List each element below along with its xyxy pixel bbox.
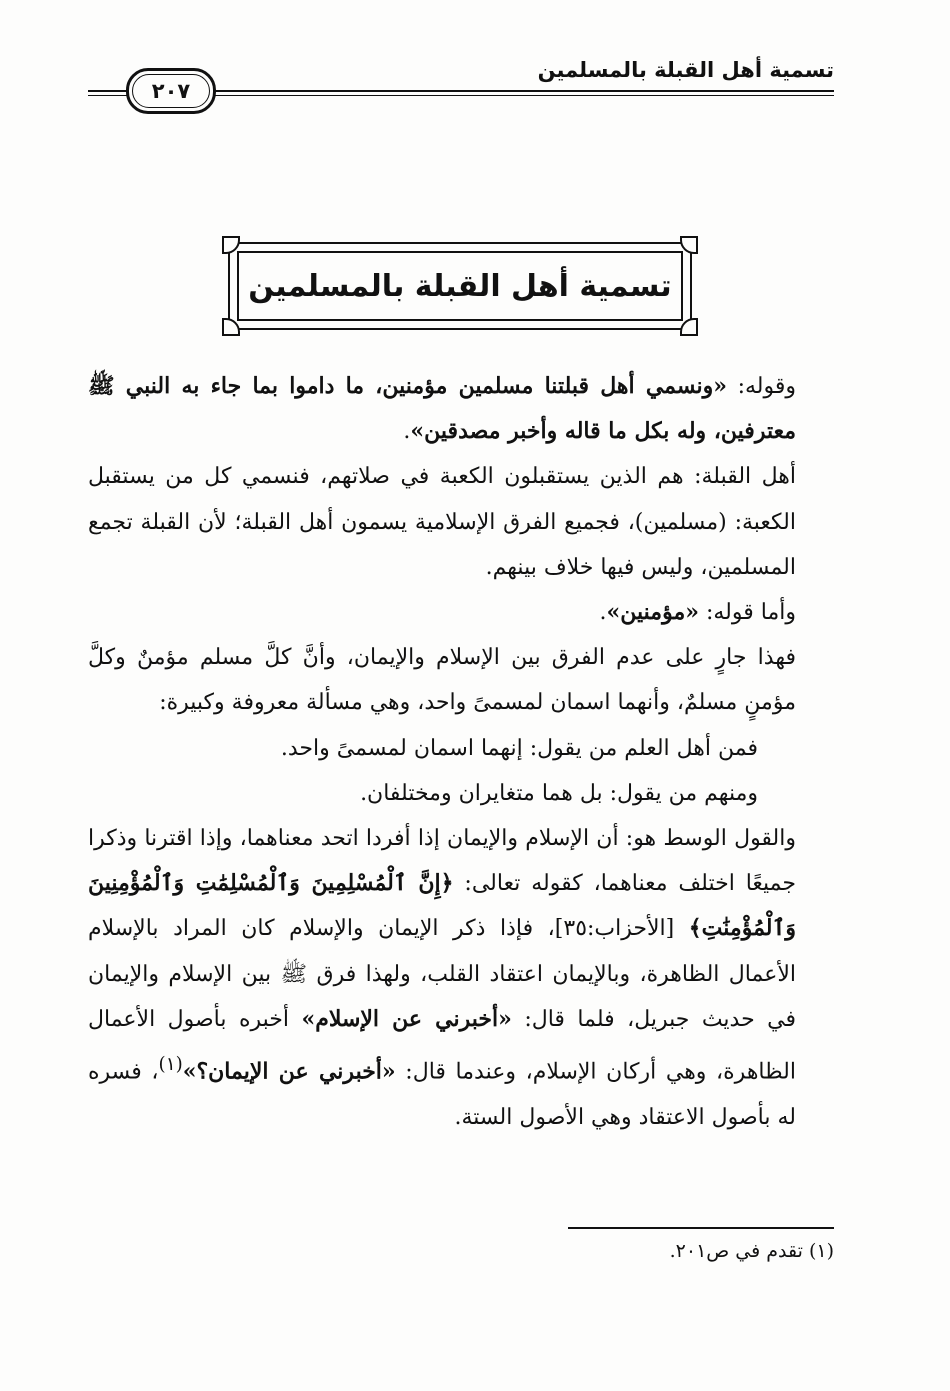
p7-part4: ، فسره له بأصول الاعتقاد وهي الأصول الستة. [88,1059,796,1130]
p7-quote2: «أخبرني عن الإيمان؟» [182,1058,396,1085]
paragraph-5: فمن أهل العلم من يقول: إنهما اسمان لمسمىً واحد. [280,735,758,761]
p7-part2: [الأحزاب:٣٥]، فإذا ذكر الإيمان والإسلام كان المراد بالإسلام الأعمال الظاهرة، وبالإيمان اعتقاد القلب، ولهذا فرق ﷺ بين الإسلام والإيمان في حديث جبريل، فلما قال: [88,916,797,1032]
page-number: ٢٠٧ [126,68,216,114]
paragraph-1 [88,364,834,454]
page-header [88,52,834,112]
paragraph-7 [88,816,834,1140]
paragraph-2: أهل القبلة: هم الذين يستقبلون الكعبة في صلاتهم، فنسمي كل من يستقبل الكعبة: (مسلمين)، فجميع الفرق الإسلامية يسمون أهل القبلة؛ لأن القبلة تجمع المسلمين، وليس فيها خلاف بينهم. [88,464,796,580]
header-rule [213,90,834,96]
footnote: (١) تقدم في ص٢٠١. [669,1240,834,1262]
p7-quote1: «أخبرني عن الإسلام» [301,1005,512,1032]
running-title: تسمية أهل القبلة بالمسلمين [537,58,834,82]
p1-quote: «ونسمي أهل قبلتنا مسلمين مؤمنين، ما داموا بما جاء به النبي ﷺ معترفين، وله بكل ما قاله وأخبر مصدقين» [88,373,796,445]
section-title-frame [228,242,692,330]
p3-end: . [599,600,607,626]
section-title: تسمية أهل القبلة بالمسلمين [248,268,672,304]
p7-part1: والقول الوسط هو: أن الإسلام والإيمان إذا أفردا اتحد معناهما، وإذا اقترنا وذكرا جميعًا اختلف معناهما، كقوله تعالى: [88,826,796,897]
header-rule-left [88,90,128,96]
body-text [88,364,834,1140]
paragraph-6: ومنهم من يقول: بل هما متغايران ومختلفان. [360,780,758,806]
paragraph-3 [88,590,834,635]
p3-lead: وأما قوله: [698,600,796,626]
p7-part3: أخبره بأصول الأعمال الظاهرة، وهي أركان الإسلام، وعندما قال: [88,1006,796,1085]
footnote-ref: (١) [158,1054,183,1076]
footnote-rule [568,1227,834,1229]
p1-lead: وقوله: [727,374,796,399]
p1-end: . [403,419,411,445]
paragraph-4: فهذا جارٍ على عدم الفرق بين الإسلام والإيمان، وأنَّ كلَّ مسلم مؤمنٌ وكلَّ مؤمنٍ مسلمٌ، وأنهما اسمان لمسمىً واحد، وهي مسألة معروفة وكبيرة: [88,645,796,716]
section-title-inner [237,251,683,321]
p3-quote: «مؤمنين» [606,599,699,626]
quran-verse: ﴿إِنَّ ٱلْمُسْلِمِينَ وَٱلْمُسْلِمَٰتِ وَٱلْمُؤْمِنِينَ وَٱلْمُؤْمِنَٰتِ﴾ [88,870,796,942]
